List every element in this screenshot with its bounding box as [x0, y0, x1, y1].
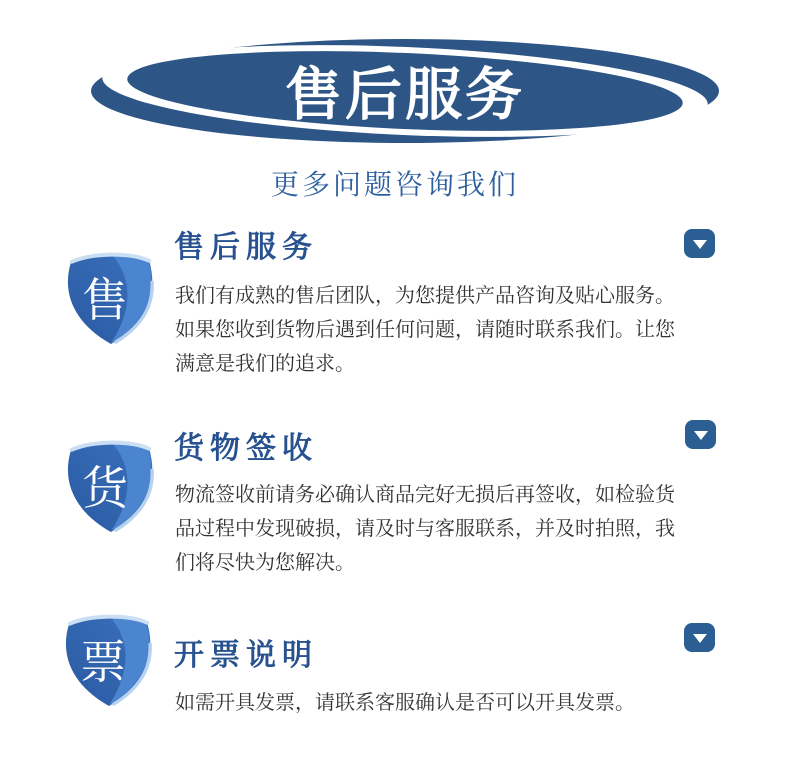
banner-title: 售后服务	[285, 62, 525, 127]
text-line: 如果您收到货物后遇到任何问题，请随时联系我们。让您	[175, 319, 675, 341]
section-text-service	[175, 279, 675, 381]
text-line: 们将尽快为您解决。	[175, 552, 355, 574]
shield-badge-icon	[62, 249, 158, 347]
badge-char: 票	[80, 636, 126, 688]
text-line: 物流签收前请务必确认商品完好无损后再签收，如检验货	[175, 484, 675, 506]
text-line: 满意是我们的追求。	[175, 353, 355, 375]
text-line: 品过程中发现破损，请及时与客服联系，并及时拍照，我	[175, 518, 675, 540]
expand-button-service[interactable]	[684, 229, 715, 258]
after-sales-banner	[91, 39, 719, 143]
shield-badge-icon	[62, 437, 158, 535]
shield-badge-icon	[60, 611, 156, 709]
chevron-down-icon	[693, 634, 707, 643]
chevron-down-icon	[693, 240, 707, 249]
expand-button-receipt[interactable]	[685, 420, 716, 449]
text-line: 我们有成熟的售后团队，为您提供产品咨询及贴心服务。	[175, 285, 675, 307]
text-line: 如需开具发票，请联系客服确认是否可以开具发票。	[175, 692, 635, 714]
section-text-invoice	[175, 686, 635, 720]
subtitle: 更多问题咨询我们	[270, 169, 519, 200]
section-text-receipt	[175, 478, 675, 580]
section-heading-service: 售后服务	[174, 231, 318, 264]
section-heading-receipt: 货物签收	[174, 432, 318, 465]
section-heading-invoice: 开票说明	[174, 639, 318, 672]
chevron-down-icon	[694, 431, 708, 440]
badge-char: 货	[82, 462, 128, 514]
expand-button-invoice[interactable]	[684, 623, 715, 652]
badge-char: 售	[82, 274, 128, 326]
